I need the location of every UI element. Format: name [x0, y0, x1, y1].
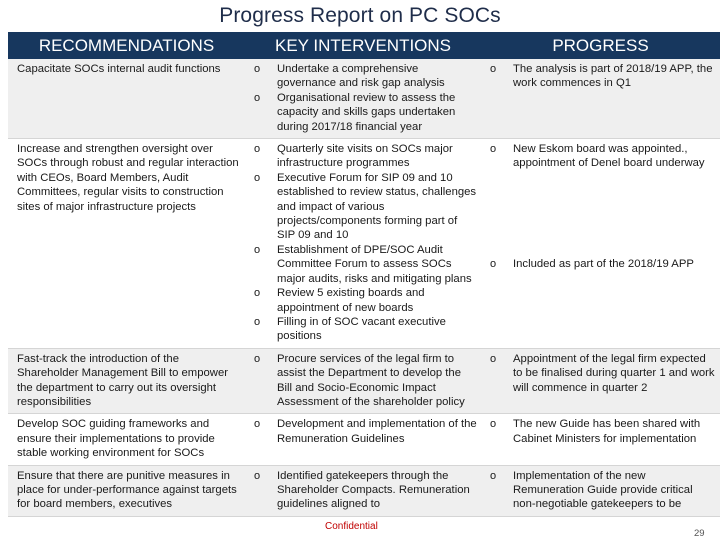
progress-item: o The new Guide has been shared with Cabinet Ministers for implementation — [481, 417, 716, 446]
header-key-interventions: KEY INTERVENTIONS — [245, 32, 481, 59]
recommendation-cell: Fast-track the introduction of the Shareholder Management Bill to empower the department to carry out its oversight responsibilities — [8, 348, 245, 414]
intervention-item: o Quarterly site visits on SOCs major infrastructure programmes — [245, 142, 477, 171]
bullet-icon: o — [254, 352, 261, 365]
recommendation-cell: Increase and strengthen oversight over SOCs through robust and regular interaction with CEOs, Board Members, Audit Committees, regular visits to construction sites of major infrastructure projects — [8, 139, 245, 349]
interventions-cell — [245, 414, 481, 465]
bullet-icon: o — [254, 171, 261, 184]
bullet-icon: o — [254, 287, 261, 300]
progress-item: o The analysis is part of 2018/19 APP, the work commences in Q1 — [481, 62, 716, 91]
header-progress: PROGRESS — [481, 32, 720, 59]
progress-cell — [481, 465, 720, 516]
table-row — [8, 465, 720, 516]
recommendation-cell: Ensure that there are punitive measures in place for under-performance against targets for board members, executives — [8, 465, 245, 516]
intervention-item: o Identified gatekeepers through the Shareholder Compacts. Remuneration guidelines aligned to — [245, 469, 477, 512]
progress-item: o New Eskom board was appointed., appointment of Denel board underway — [481, 142, 716, 171]
progress-cell — [481, 414, 720, 465]
table-row — [8, 139, 720, 349]
table-row — [8, 414, 720, 465]
progress-cell — [481, 139, 720, 349]
intervention-item: o Executive Forum for SIP 09 and 10 established to review status, challenges and impact of various projects/components forming part of SIP 09 and 10 — [245, 171, 477, 243]
header-recommendations: RECOMMENDATIONS — [8, 32, 245, 59]
bullet-icon: o — [254, 91, 261, 104]
bullet-icon: o — [254, 315, 261, 328]
progress-item: o Implementation of the new Remuneration Guide provide critical non-negotiable gatekeepers to be — [481, 469, 716, 512]
progress-item: o Included as part of the 2018/19 APP — [481, 257, 716, 271]
recommendation-cell: Capacitate SOCs internal audit functions — [8, 59, 245, 139]
intervention-item: o Establishment of DPE/SOC Audit Committee Forum to assess SOCs major audits, risks and mitigating plans — [245, 243, 477, 286]
bullet-icon: o — [490, 418, 497, 431]
bullet-icon: o — [254, 418, 261, 431]
bullet-icon: o — [490, 352, 497, 365]
progress-cell — [481, 348, 720, 414]
page-title: Progress Report on PC SOCs — [219, 4, 501, 27]
bullet-icon: o — [254, 143, 261, 156]
table-row — [8, 59, 720, 139]
intervention-item: o Organisational review to assess the capacity and skills gaps undertaken during 2017/18 financial year — [245, 91, 477, 134]
bullet-icon: o — [490, 63, 497, 75]
intervention-item: o Procure services of the legal firm to assist the Department to develop the Bill and Socio-Economic Impact Assessment of the shareholder policy — [245, 352, 477, 410]
bullet-icon: o — [254, 469, 261, 482]
interventions-cell — [245, 465, 481, 516]
page-number: 29 — [694, 528, 705, 539]
progress-item: o Appointment of the legal firm expected to be finalised during quarter 1 and work will commence in quarter 2 — [481, 352, 716, 395]
intervention-item: o Filling in of SOC vacant executive positions — [245, 315, 477, 344]
header-row — [8, 32, 720, 59]
confidential-label: Confidential — [325, 521, 378, 532]
progress-cell — [481, 59, 720, 139]
bullet-icon: o — [254, 63, 261, 75]
intervention-item: o Review 5 existing boards and appointment of new boards — [245, 286, 477, 315]
recommendation-cell: Develop SOC guiding frameworks and ensure their implementations to provide stable working environment for SOCs — [8, 414, 245, 465]
interventions-cell — [245, 139, 481, 349]
interventions-cell — [245, 348, 481, 414]
bullet-icon: o — [254, 243, 261, 256]
bullet-icon: o — [490, 257, 497, 270]
progress-table — [8, 32, 720, 517]
bullet-icon: o — [490, 143, 497, 156]
bullet-icon: o — [490, 469, 497, 482]
intervention-item: o Development and implementation of the Remuneration Guidelines — [245, 417, 477, 446]
table-row — [8, 348, 720, 414]
interventions-cell — [245, 59, 481, 139]
intervention-item: o Undertake a comprehensive governance and risk gap analysis — [245, 62, 477, 91]
